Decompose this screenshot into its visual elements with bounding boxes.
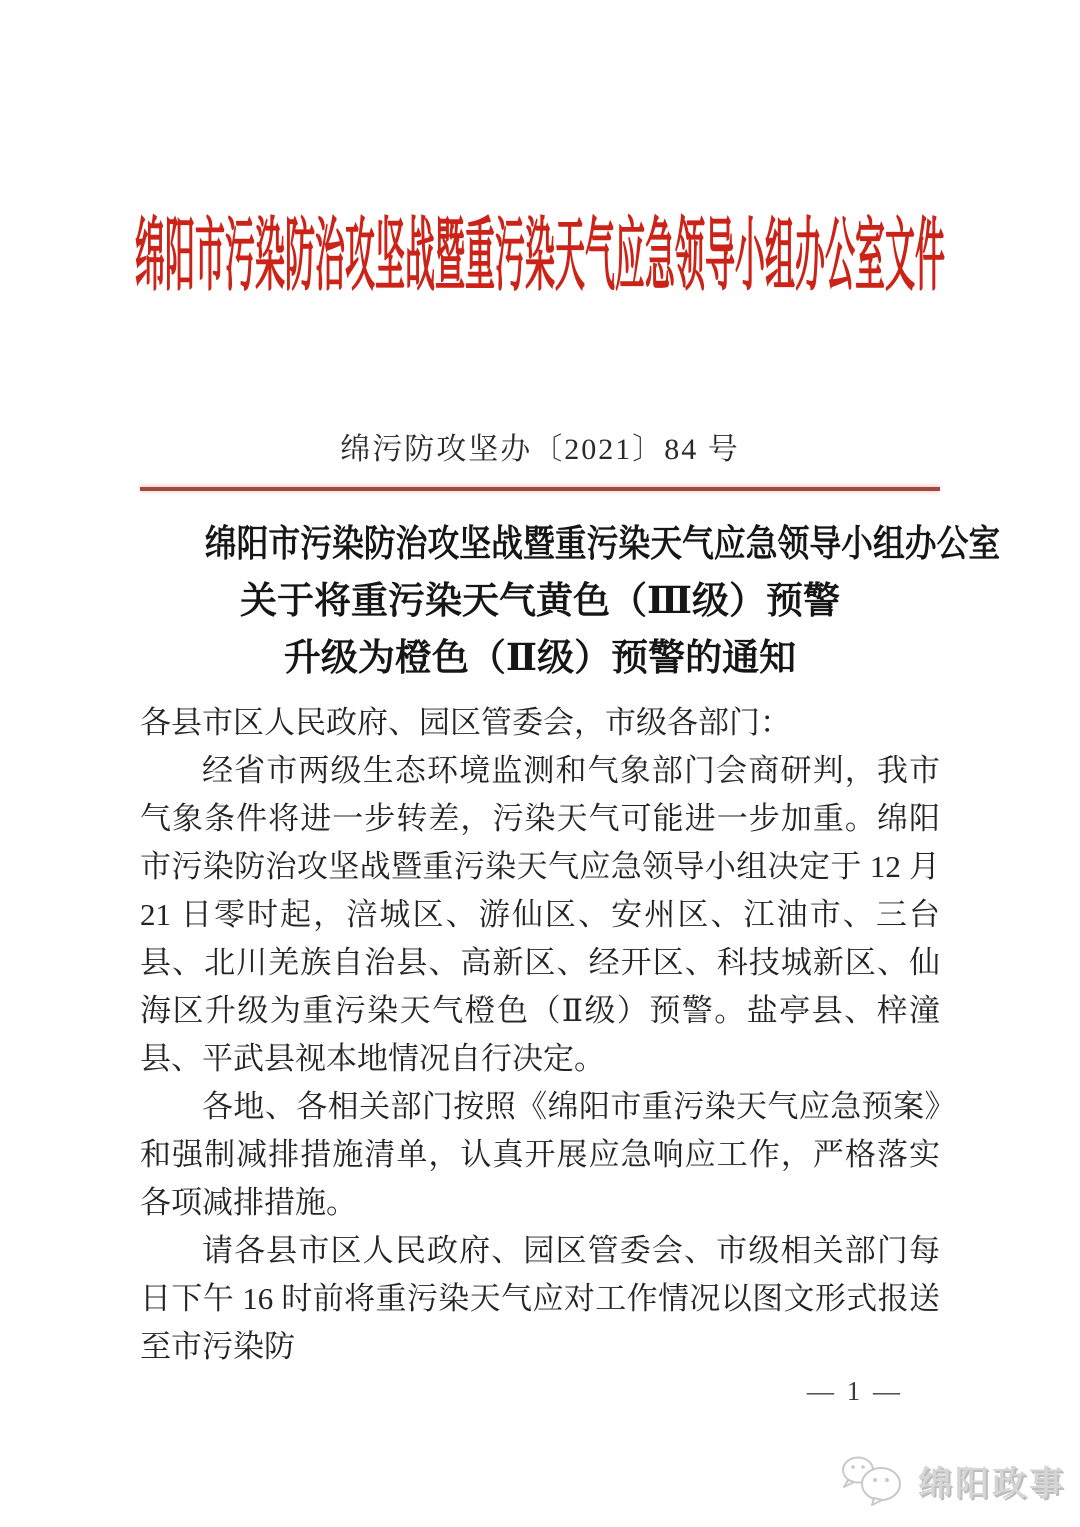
salutation-line: 各县市区人民政府、园区管委会，市级各部门： (140, 705, 791, 740)
red-rule-divider (140, 487, 940, 491)
doc-title-line-1-text: 绵阳市污染防治攻坚战暨重污染天气应急领导小组办公室 (204, 524, 1001, 565)
document-header-banner (135, 196, 945, 301)
watermark (836, 1452, 1066, 1508)
doc-title (140, 516, 1001, 687)
doc-title-line-3: 升级为橙色（Ⅱ级）预警的通知 (283, 638, 797, 679)
body-paragraph: 请各县市区人民政府、园区管委会、市级相关部门每日下午 16 时前将重污染天气应对工作情况以图文形式报送至市污染防 (140, 1233, 940, 1364)
header-banner-text: 绵阳市污染防治攻坚战暨重污染天气应急领导小组办公室文件 (135, 212, 945, 301)
doc-number: 绵污防攻坚办〔2021〕84 号 (340, 433, 740, 466)
doc-title-line-2: 关于将重污染天气黄色（Ⅲ级）预警 (239, 581, 841, 622)
watermark-label: 绵阳政事 (918, 1464, 1066, 1503)
body-paragraph: 各地、各相关部门按照《绵阳市重污染天气应急预案》和强制减排措施清单，认真开展应急响应工作，严格落实各项减排措施。 (140, 1089, 940, 1220)
doc-body (140, 699, 940, 1371)
body-paragraph: 经省市两级生态环境监测和气象部门会商研判，我市气象条件将进一步转差，污染天气可能进一步加重。绵阳市污染防治攻坚战暨重污染天气应急领导小组决定于 12 月 21 日零时起，涪城区、游仙区、安州区、江油市、三台县、北川羌族自治县、高新区、经开区、科技城新区、仙海区升级为重污染天气橙色（Ⅱ级）预警。盐亭县、梓潼县、平武县视本地情况自行决定。 (140, 753, 940, 1076)
wechat-icon (836, 1452, 908, 1508)
doc-title-line-1 (140, 516, 1001, 573)
page-number: — 1 — (807, 1376, 903, 1406)
